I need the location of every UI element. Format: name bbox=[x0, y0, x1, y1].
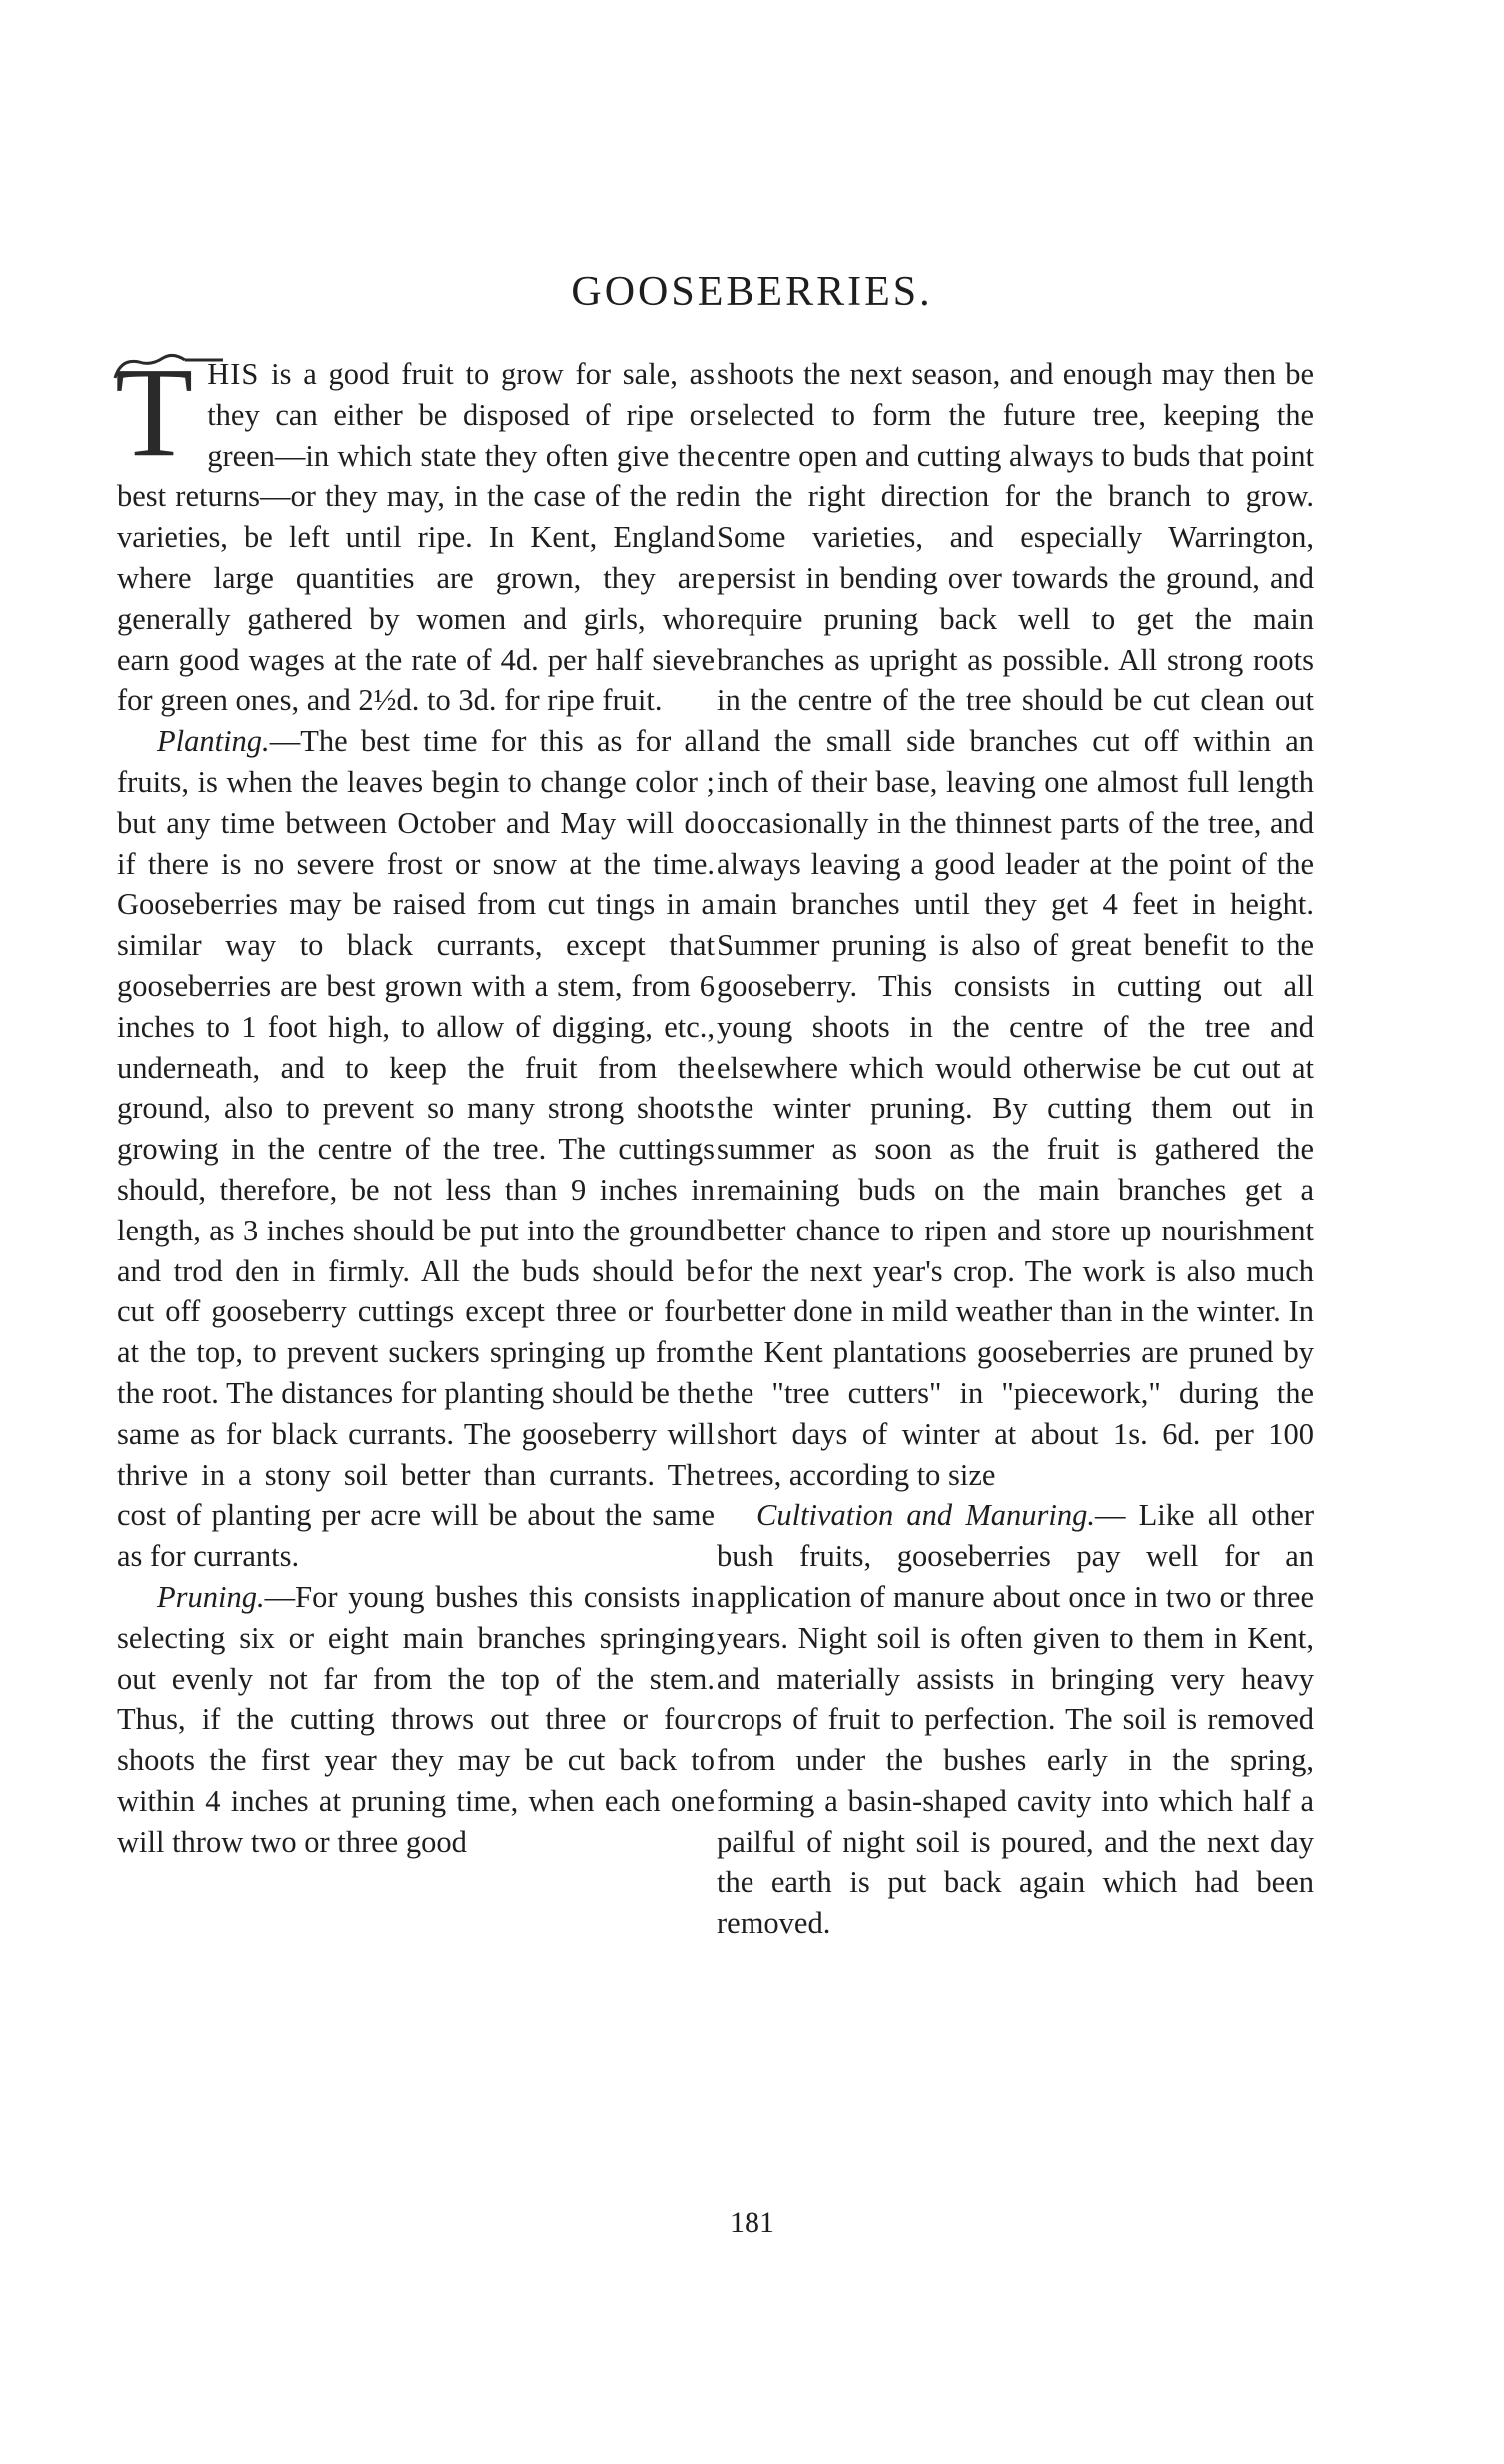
left-column bbox=[115, 341, 715, 1862]
intro-smallcaps: HIS bbox=[207, 357, 260, 391]
cultivation-paragraph bbox=[717, 1495, 1314, 1944]
pruning-paragraph bbox=[117, 1577, 715, 1863]
planting-heading: Planting. bbox=[157, 724, 270, 759]
cultivation-heading: Cultivation and Manuring. bbox=[756, 1498, 1095, 1533]
continuation-text: shoots the next season, and enough may then be selected to form the future tree, keeping the centre open and cutting always to buds that point in the right direction for the branch to grow. Some varieties, and especially Warrington, persist in bending over towards the ground, and require pruning back well to get the main branches as upright as possible. All strong roots in the centre of the tree should be cut clean out and the small side branches cut off within an inch of their base, leaving one almost full length occasionally in the thinnest parts of the tree, and always leaving a good leader at the point of the main branches until they get 4 feet in height. Summer pruning is also of great benefit to the gooseberry. This consists in cutting out all young shoots in the centre of the tree and elsewhere which would otherwise be cut out at the winter pruning. By cutting them out in summer as soon as the fruit is gathered the remaining buds on the main branches get a better chance to ripen and store up nourishment for the next year's crop. The work is also much better done in mild weather than in the winter. In the Kent plantations gooseberries are pruned by the "tree cutters" in "piecework," during the short days of winter at about 1s. 6d. per 100 trees, according to size bbox=[717, 357, 1314, 1492]
page-number: 181 bbox=[730, 2206, 774, 2239]
intro-paragraph bbox=[115, 341, 715, 721]
right-column bbox=[717, 354, 1314, 1944]
cultivation-text: — Like all other bush fruits, gooseberries pay well for an application of manure about once in two or three years. Night soil is often given to them in Kent, and materially assists in bringing very heavy crops of fruit to perfection. The soil is removed from under the bushes early in the spring, forming a basin-shaped cavity into which half a pailful of night soil is poured, and the next day the earth is put back again which had been removed. bbox=[717, 1498, 1315, 1941]
dropcap-letter: T bbox=[115, 341, 194, 483]
planting-text: —The best time for this as for all fruits, is when the leaves begin to change color ; but any time between October and May will do if there is no severe frost or snow at the time. Gooseberries may be raised from cut tings in a similar way to black currants, except that gooseberries are best grown with a stem, from 6 inches to 1 foot high, to allow of digging, etc., underneath, and to keep the fruit from the ground, also to prevent so many strong shoots growing in the centre of the tree. The cuttings should, therefore, be not less than 9 inches in length, as 3 inches should be put into the ground and trod den in firmly. All the buds should be cut off gooseberry cuttings except three or four at the top, to prevent suckers springing up from the root. The distances for planting should be the same as for black currants. The gooseberry will thrive in a stony soil better than currants. The cost of planting per acre will be about the same as for currants. bbox=[117, 724, 715, 1574]
planting-paragraph bbox=[117, 721, 715, 1577]
pruning-heading: Pruning. bbox=[157, 1579, 265, 1614]
page-title: GOOSEBERRIES. bbox=[571, 269, 933, 315]
intro-text: is a good fruit to grow for sale, as they can either be disposed of ripe or green—in which state they often give the best returns—or they may, in the case of the red varieties, be left until ripe. In Kent, England where large quantities are grown, they are generally gathered by women and girls, who earn good wages at the rate of 4d. per half sieve for green ones, and 2½d. to 3d. for ripe fruit. bbox=[117, 357, 715, 718]
continuation-paragraph bbox=[717, 354, 1314, 1495]
pruning-text: —For young bushes this consists in selecting six or eight main branches springing out evenly not far from the top of the stem. Thus, if the cutting throws out three or four shoots the first year they may be cut back to within 4 inches at pruning time, when each one will throw two or three good bbox=[117, 1579, 715, 1859]
drop-cap bbox=[115, 341, 194, 483]
dropcap-ornament-icon bbox=[111, 352, 231, 382]
